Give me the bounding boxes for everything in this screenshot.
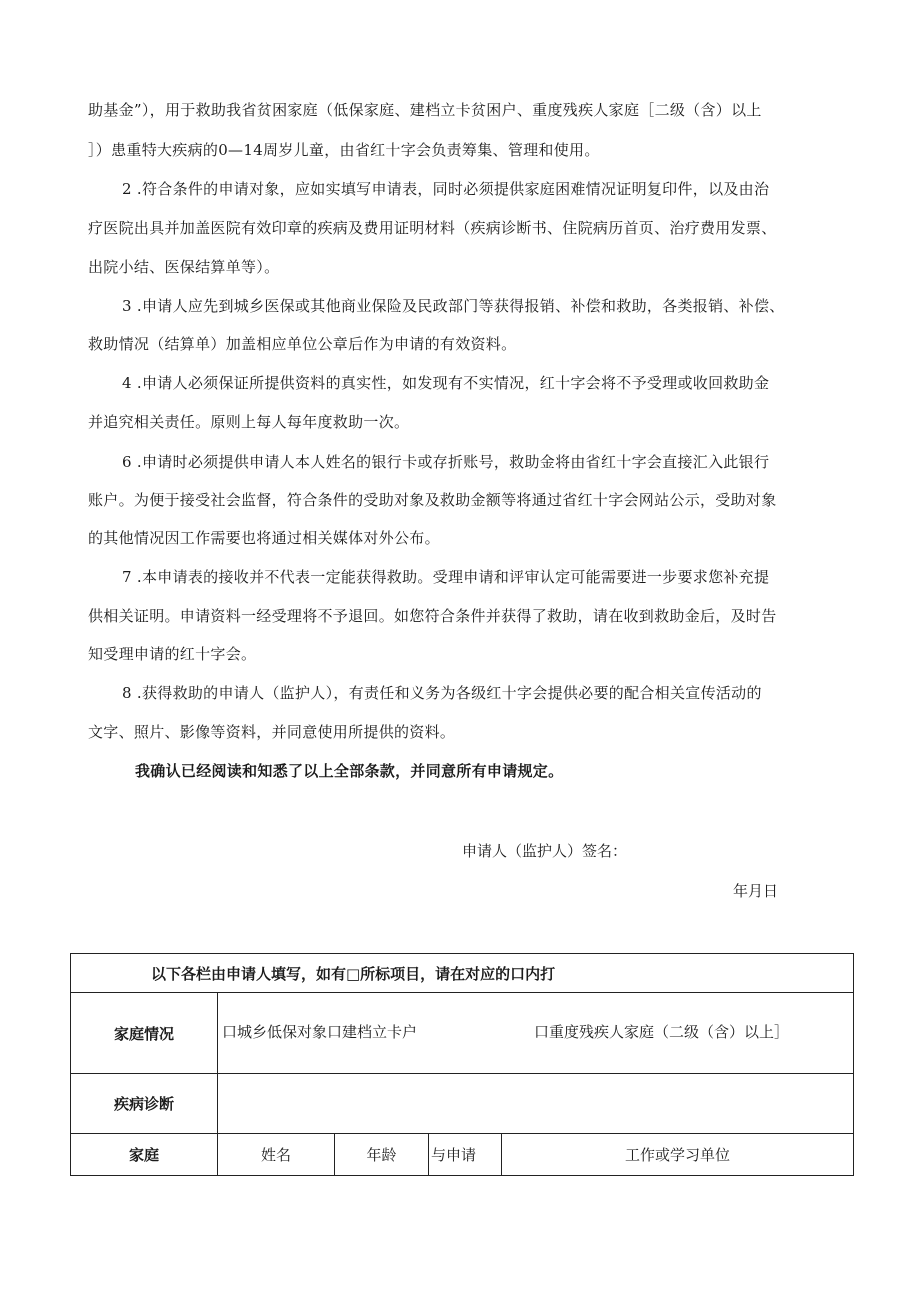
para-3-line-1: 3 .申请人应先到城乡医保或其他商业保险及民政部门等获得报销、补偿和救助，各类报销、补偿、 (122, 297, 785, 315)
para-4-line-2: 并追究相关责任。原则上每人每年度救助一次。 (88, 413, 410, 431)
household-label: 家庭 (71, 1134, 218, 1176)
para-7-line-1: 7 .本申请表的接收并不代表一定能获得救助。受理申请和评审认定可能需要进一步要求您补充提 (122, 568, 770, 586)
para-8-line-2: 文字、照片、影像等资料，并同意使用所提供的资料。 (88, 723, 456, 741)
disease-diagnosis-field[interactable] (218, 1074, 854, 1134)
family-option-disabled[interactable]: 口重度残疾人家庭（二级（含）以上］ (534, 1023, 790, 1041)
para-2-line-3: 出院小结、医保结算单等）。 (88, 258, 280, 276)
confirmation-statement: 我确认已经阅读和知悉了以上全部条款，并同意所有申请规定。 (135, 762, 564, 780)
para-4-line-1: 4 .申请人必须保证所提供资料的真实性，如发现有不实情况，红十字会将不予受理或收回救助金 (122, 374, 770, 392)
family-situation-cell[interactable] (218, 993, 854, 1074)
family-situation-label: 家庭情况 (71, 993, 218, 1074)
signature-label: 申请人（监护人）签名： (462, 842, 628, 860)
para-7-line-2: 供相关证明。申请资料一经受理将不予退回。如您符合条件并获得了救助，请在收到救助金后，及时告 (88, 607, 777, 625)
para-3-line-2: 救助情况（结算单）加盖相应单位公章后作为申请的有效资料。 (88, 335, 517, 353)
application-form-table (70, 953, 854, 1176)
signature-date: 年月日 (733, 882, 779, 900)
para-1-line-2: ］）患重特大疾病的0—14周岁儿童，由省红十字会负责筹集、管理和使用。 (88, 141, 600, 159)
disease-diagnosis-label: 疾病诊断 (71, 1074, 218, 1134)
para-2-line-2: 疗医院出具并加盖医院有效印章的疾病及费用证明材料（疾病诊断书、住院病历首页、治疗费用发票、 (88, 219, 777, 237)
para-2-line-1: 2 .符合条件的申请对象，应如实填写申请表，同时必须提供家庭困难情况证明复印件，以及由治 (122, 180, 770, 198)
para-8-line-1: 8 .获得救助的申请人（监护人），有责任和义务为各级红十字会提供必要的配合相关宣传活动的 (122, 684, 762, 702)
para-6-line-1: 6 .申请时必须提供申请人本人姓名的银行卡或存折账号，救助金将由省红十字会直接汇入此银行 (122, 453, 770, 471)
para-6-line-3: 的其他情况因工作需要也将通过相关媒体对外公布。 (88, 529, 440, 547)
col-age-header: 年龄 (335, 1134, 429, 1176)
para-6-line-2: 账户。为便于接受社会监督，符合条件的受助对象及救助金额等将通过省红十字会网站公示，受助对象 (88, 491, 777, 509)
col-name-header: 姓名 (218, 1134, 335, 1176)
para-1-line-1: 助基金”），用于救助我省贫困家庭（低保家庭、建档立卡贫困户、重度残疾人家庭［二级（含）以上 (88, 101, 762, 119)
para-7-line-3: 知受理申请的红十字会。 (88, 645, 257, 663)
col-relation-header: 与申请 (429, 1134, 502, 1176)
form-instructions: 以下各栏由申请人填写，如有□所标项目，请在对应的口内打 (71, 954, 854, 993)
col-work-header: 工作或学习单位 (502, 1134, 854, 1176)
family-option-low-income[interactable]: 口城乡低保对象口建档立卡户 (222, 1023, 418, 1041)
